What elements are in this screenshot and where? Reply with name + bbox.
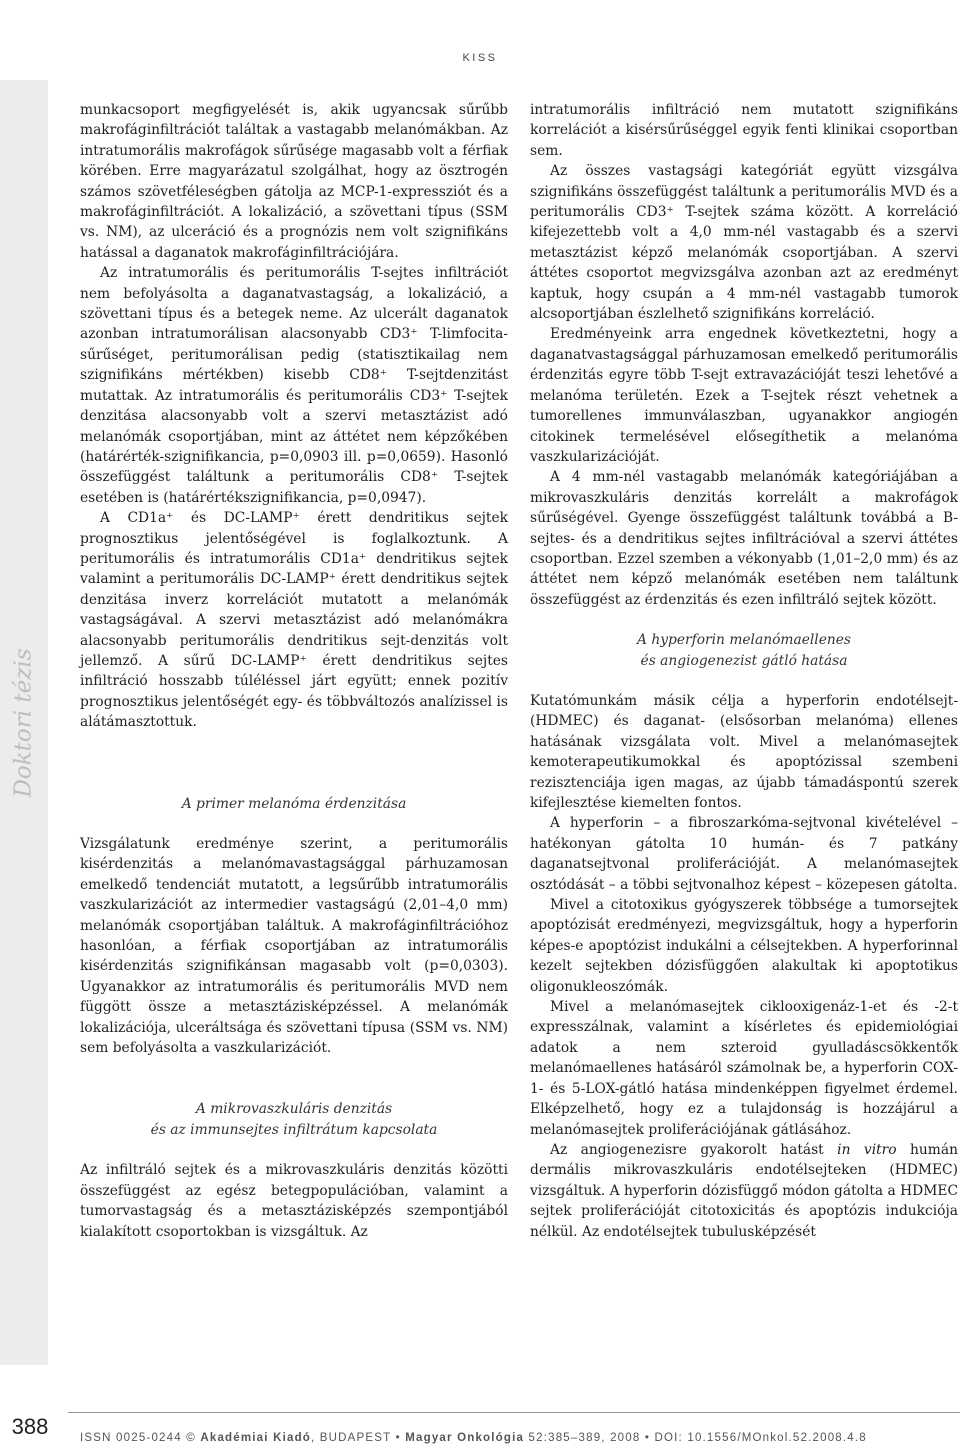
footer-doi: DOI: 10.1556/MOnkol.52.2008.4.8	[654, 1432, 867, 1444]
right-paragraph-7: Mivel a citotoxikus gyógyszerek többsége a tumorsejtek apoptózisát eredményezi, megvizsgáltuk, hogy a hyperforin képes-e apoptózist indukálni a célsejtekben. A hyperforinnal kezelt sejtekben dózisfüggően alakultak ki apoptotikus oligonukleoszómák.	[530, 897, 958, 995]
right-paragraph-5: Kutatómunkám másik célja a hyperforin endotélsejt- (HDMEC) és daganat- (elsősorban melanóma) ellenes hatásának vizsgálata volt. Mivel a melanómasejtek kemoterapeutikumokkal és apoptózissal szembeni rezisztenciája igen magas, az újabb támadáspontú szerek kifejlesztése kiemelten fontos.	[530, 692, 958, 811]
right-paragraph-4: A 4 mm-nél vastagabb melanómák kategóriájában a mikrovaszkuláris denzitás korrelált a makrofágok sűrűségével. Gyenge összefüggést találtunk továbbá a B-sejtes- és a dendritikus sejtes infiltrációval a szervi áttétes csoportban. Ezzel szemben a vékonyabb (1,01–2,0 mm) és az áttétet nem képző melanómák esetében nem találtunk összefüggést az érdenzitás és ezen infiltráló sejtek között.	[530, 469, 958, 608]
section-heading-hyperforin	[530, 630, 958, 671]
running-header: KISS	[462, 52, 498, 64]
footer-city: , BUDAPEST	[311, 1432, 392, 1444]
bullet-separator: •	[644, 1432, 651, 1444]
section-heading-line: és az immunsejtes infiltrátum kapcsolata	[150, 1121, 438, 1138]
right-paragraph-3: Eredményeink arra engednek következtetni, hogy a daganatvastagsággal párhuzamosan emelkedő peritumorális érdenzitás egyre több T-sejt extravazációját teszi lehetővé a melanóma területén. Ezek a T-sejtek részt vehetnek a tumorellenes immunválaszban, ugyanakkor angiogén citokinek termelésével elősegíthetik a melanóma vaszkularizációját.	[530, 326, 958, 465]
right-paragraph-1: intratumorális infiltráció nem mutatott szignifikáns korrelációt a kisérsűrűséggel egyik fenti klinikai csoportban sem.	[530, 102, 958, 159]
text-run: Az angiogenezisre gyakorolt hatást	[550, 1141, 838, 1158]
section-heading-primer-melanoma: A primer melanóma érdenzitása	[181, 795, 407, 812]
right-paragraph-8: Mivel a melanómasejtek ciklooxigenáz-1-et és -2-t expresszálnak, valamint a kísérletes és epidemiológiai adatok a nem szteroid gyulladáscsökkentők melanómaellenes hatásáról számolnak be, a hyperforin COX-1- és 5-LOX-gátló hatása mindenképpen figyelmet érdemel. Elképzelhető, hogy ez a tulajdonság is hozzájárul a melanómasejtek proliferációjának gátlásához.	[530, 999, 958, 1138]
footer-journal: Magyar Onkológia	[405, 1432, 525, 1444]
section-heading-line: A hyperforin melanómaellenes	[637, 632, 851, 649]
left-paragraph-3: A CD1a⁺ és DC-LAMP⁺ érett dendritikus sejtek prognosztikus jelentőségével is foglalkoztunk. A peritumorális és intratumorális CD1a⁺ dendritikus sejtek valamint a peritumorális DC-LAMP⁺ érett dendritikus sejtek denzitása inverz korrelációt mutatott a melanómák vastagságával. A szervi metasztázist adó melanómákra alacsonyabb peritumorális dendritikus sejt-denzitás volt jellemző. A sűrű DC-LAMP⁺ érett dendritikus sejtes infiltráció hosszabb túléléssel járt együtt; ennek pozitív prognosztikus jelentőségét egy- és többváltozós analízissel is alátámasztottuk.	[80, 510, 508, 731]
footer-citation	[80, 1432, 950, 1444]
footer-volume: 52:385–389, 2008	[528, 1432, 641, 1444]
footer-publisher: Akadémiai Kiadó	[200, 1432, 312, 1444]
section-heading-line: A mikrovaszkuláris denzitás	[195, 1101, 393, 1118]
left-paragraph-1: munkacsoport megfigyelését is, akik ugyancsak sűrűbb makrofáginfiltrációt találtak a vastagabb melanómákban. Az intratumorális makrofágok sűrűsége magasabb volt a férfiak körében. Erre magyarázatul szolgálhat, hogy az ösztrogén számos szövetféleségben gátolja az MCP-1-expressziót és a makrofáginfiltrációt. A lokalizáció, a szövettani típus (SSM vs. NM), az ulceráció és a prognózis nem volt szignifikáns hatással a daganatok makrofáginfiltrációjára.	[80, 102, 508, 261]
right-column	[530, 100, 958, 1242]
sidebar-label: Doktori tézis	[11, 647, 38, 798]
sidebar-label-wrap	[0, 80, 48, 1365]
section-heading-mikrovaszkularis	[80, 1099, 508, 1140]
right-paragraph-6: A hyperforin – a fibroszarkóma-sejtvonal kivételével – hatékonyan gátolta 10 humán- és 7 patkány daganatsejtvonal proliferációját. A melanómasejtek osztódását – a többi sejtvonalhoz képest – közepesen gátolta.	[530, 815, 958, 893]
copyright-symbol: ©	[186, 1432, 196, 1444]
right-paragraph-9	[530, 1140, 958, 1242]
italic-term: in vitro	[837, 1141, 897, 1158]
left-paragraph-5: Az infiltráló sejtek és a mikrovaszkuláris denzitás közötti összefüggést az egész betegpopulációban, valamint a tumorvastagság és a metasztázisképzés szempontjából kialakított csoportokban is vizsgáltuk. Az	[80, 1162, 508, 1240]
left-column	[80, 100, 508, 1242]
left-paragraph-4: Vizsgálatunk eredménye szerint, a peritumorális kisérdenzitás a melanómavastagsággal párhuzamosan emelkedő tendenciát mutatott, a legsűrűbb intratumorális vaszkularizációt az intermedier vastagságú (2,01–4,0 mm) melanómák csoportjában találtuk. A makrofáginfiltrációhoz hasonlóan, a férfiak csoportjában az intratumorális kisérdenzitás szignifikánsan magasabb volt (p=0,0303). Ugyanakkor az intratumorális és peritumorális MVD nem függött össze a metasztázisképzéssel. A melanómák lokalizációja, ulceráltsága és szövettani típusa (SSM vs. NM) sem befolyásolta a vaszkularizációt.	[80, 836, 508, 1057]
section-heading-line: és angiogenezist gátló hatása	[640, 652, 848, 669]
left-paragraph-2: Az intratumorális és peritumorális T-sejtes infiltrációt nem befolyásolta a daganatvastagság, a lokalizáció, a szövettani típus és a betegek neme. Az ulcerált daganatok azonban intratumorálisan alacsonyabb CD3⁺ T-limfocita-sűrűséget, peritumorálisan pedig (statisztikailag nem szignifikáns mértékben) kisebb CD8⁺ T-sejtdenzitást mutattak. Az intratumorális és peritumorális CD3⁺ T-sejtek denzitása alacsonyabb volt a szervi metasztázist adó melanómák csoportjában, mint az áttétet nem képzőkében (határérték-szignifikancia, p=0,0903 ill. p=0,0659). Hasonló összefüggést találtunk a peritumorális CD8⁺ T-sejtek esetében is (határértékszignifikancia, p=0,0947).	[80, 265, 508, 506]
page-number: 388	[11, 1414, 49, 1439]
footer-issn: ISSN 0025-0244	[80, 1432, 182, 1444]
right-paragraph-2: Az összes vastagsági kategóriát együtt vizsgálva szignifikáns összefüggést találtunk a peritumorális MVD és a peritumorális CD3⁺ T-sejtek száma között. A korreláció kifejezettebb volt a 4,0 mm-nél vastagabb és a szervi metasztázist képző melanómák csoportjában. A szervi áttétes csoportot megvizsgálva azonban azt az eredményt kaptuk, hogy csupán a 4 mm-nél vastagabb tumorok alcsoportjában észlelhető szignifikáns korreláció.	[530, 163, 958, 323]
text-run: humán dermális mikrovaszkuláris endotélsejteken (HDMEC) vizsgáltuk. A hyperforin dózisfüggő módon gátolta a HDMEC sejtek proliferációját citotoxicitás és apoptózis indukciója nélkül. Az endotélsejtek tubulusképzését	[530, 1141, 958, 1240]
bullet-separator: •	[395, 1432, 401, 1444]
footer-rule	[68, 1412, 960, 1413]
